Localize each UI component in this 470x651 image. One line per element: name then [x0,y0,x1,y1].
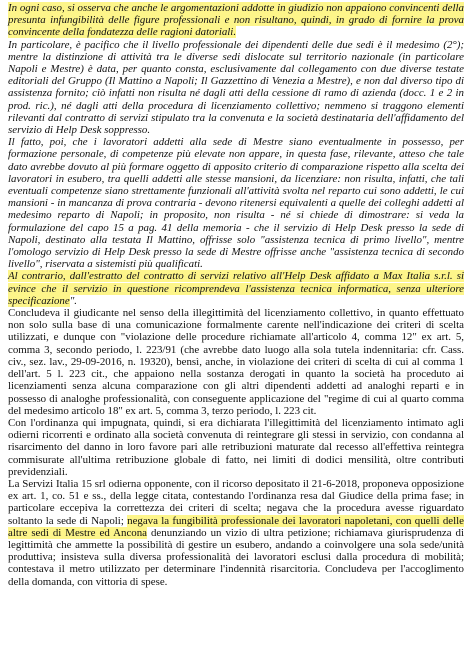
paragraph-text: Con l'ordinanza qui impugnata, quindi, si era dichiarata l'illegittimità del licenziamento intimato agli odierni ricorrenti e ordinato alla società convenuta di reintegrare gli stessi in servizio, con condanna al risarcimento del danno in loro favore pari alle retribuzioni maturate dal recesso all'effettiva reintegra commisurate all'ultima retribuzione globale di fatto, nei limiti di dodici mensilità, oltre contributi previdenziali. [8,416,464,478]
highlighted-text: Al contrario, dall'estratto del contratto di servizi relativo all'Help Desk affidato a Max Italia s.r.l. si evince che il servizio in questione ricomprendeva l'assistenza tecnica informatica, senza ulteriore specificazione [8,270,464,307]
paragraph-7 [8,478,464,588]
paragraph-text: In particolare, è pacifico che il livello professionale dei dipendenti delle due sedi è il medesimo (2°); mentre la distinzione di attività tra le diverse sedi dislocate sul territorio nazionale (in particolare Napoli e Mestre) è data, per quanto consta, esclusivamente dal collegamento con due diverse testate editoriali del Gruppo (Il Mattino a Napoli; Il Gazzettino di Venezia a Mestre), e non dal diverso tipo di assistenza fornito; ciò infatti non risulta né dagli atti della cessione di ramo di azienda (docc. 1 e 2 in prod. ric.), né dagli atti della procedura di licenziamento collettivo; nemmeno si traggono elementi rilevanti dal contratto di servizi stipulato tra la convenuta e la società destinataria dell'affidamento del servizio di Help Desk soppresso. [8,38,464,137]
paragraph-4 [8,270,464,307]
highlighted-text: In ogni caso, si osserva che anche le argomentazioni addotte in giudizio non appaiono convincenti della presunta infungibilità delle figure professionali e non risultano, quindi, in grado di fornire la prova convincente della fondatezza delle ragioni datoriali. [8,2,464,39]
paragraph-text: Il fatto, poi, che i lavoratori addetti alla sede di Mestre siano eventualmente in possesso, per formazione personale, di competenze più elevate non appare, in questa fase, rilevante, atteso che tale dato avrebbe dovuto al più formare oggetto di apposito criterio di comparazione rispetto alla scelta dei lavoratori in esubero, tra quelli addetti alle stesse mansioni, da licenziare: non risulta, infatti, che tali eventuali competenze siano strettamente funzionali all'attività svolta nel reparto cui sono addetti, le cui mansioni - in mancanza di prova contraria - devono ritenersi equivalenti a quelle dei colleghi addetti al medesimo reparto di Napoli; in proposito, non risulta - né si chiede di dimostrare: si veda la formulazione del capo 15 a pag. 41 della memoria - che il servizio di Help Desk presso la sede di Napoli, destinato alla testata Il Mattino, offrisse solo "assistenza tecnica di primo livello", mentre l'omologo servizio di Help Desk presso la sede di Mestre offrisse anche "assistenza tecnica di secondo livello", riservata a sistemisti più qualificati. [8,136,464,271]
paragraph-text: denunziando un vizio di ultra petizione; richiamava giurisprudenza di legittimità che ammette la possibilità di gestire un esubero, andando a coinvolgere una sola sede/unità produttiva; insisteva sulla diversa professionalità dei lavoratori esclusi dalla procedura di mobilità; contestava il metro utilizzato per determinare l'indennità risarcitoria. Concludeva per l'accoglimento della domanda, con vittoria di spese. [8,526,465,588]
paragraph-1 [8,2,464,39]
paragraph-3 [8,136,464,270]
paragraph-2 [8,39,464,137]
paragraph-text: ". [69,294,77,307]
highlighted-text: negava la fungibilità professionale dei lavoratori napoletani, con quelli delle altre sedi di Mestre ed Ancona [8,514,464,539]
paragraph-text: Concludeva il giudicante nel senso della illegittimità del licenziamento collettivo, in quanto effettuato non solo sulla base di una comunicazione formalmente carente nell'indicazione dei criteri di scelta utilizzati, e dunque con "violazione delle procedure richiamate all'articolo 4, comma 12" ex art. 5, comma 3, secondo periodo, l. 223/91 (che avrebbe dato luogo alla sola tutela indennitaria: cfr. Cass. civ., sez. lav., 29-09-2016, n. 19320), bensì, anche, in violazione dei criteri di scelta di cui al comma 1 dell'art. 5 l. 223 cit., che appaiono nella sostanza derogati in quanto la società ha proceduto ai licenziamenti senza alcuna comparazione con gli altri dipendenti addetti ad analoghi reparti e in possesso di analoghe professionalità, con conseguente applicazione del "regime di cui al quarto comma del medesimo articolo 18" ex art. 5, comma 3, terzo periodo, l. 223 cit. [8,307,464,417]
paragraph-text: La Servizi Italia 15 srl odierna opponente, con il ricorso depositato il 21-6-2018, proponeva opposizione ex art. 1, co. 51 e ss., della legge citata, contestando l'ordinanza resa dal Giudice della prima fase; in particolare eccepiva la correttezza dei criteri di scelta; negava che la procedura avesse riguardato soltanto la sede di Napoli; [8,477,464,527]
paragraph-5 [8,307,464,417]
paragraph-6 [8,417,464,478]
